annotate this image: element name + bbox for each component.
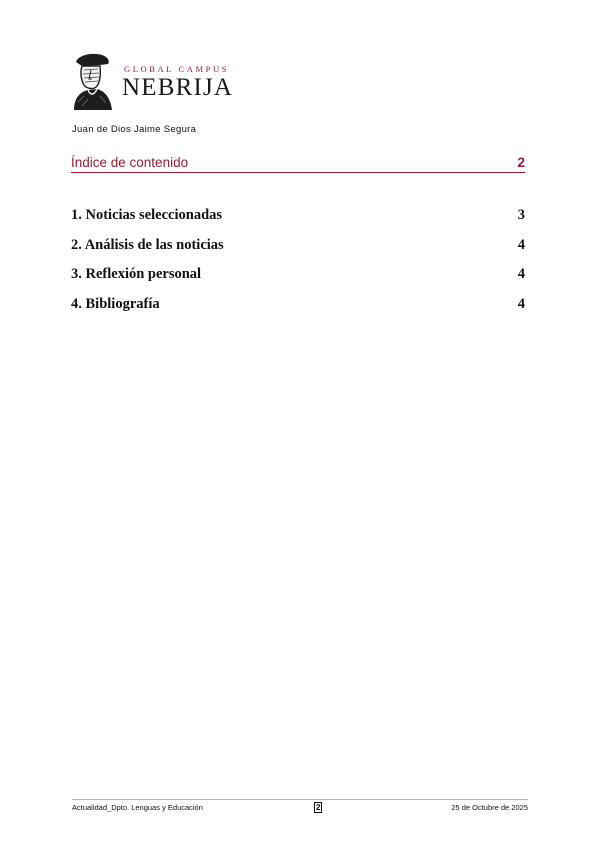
toc-entry-page: 4 [517, 266, 525, 282]
toc-entry-label: 1. Noticias seleccionadas [71, 207, 223, 223]
footer-date: 25 de Octubre de 2025 [451, 803, 528, 812]
toc-entry-analisis[interactable] [71, 237, 525, 267]
logo-global-campus: GLOBAL CAMPUS [124, 64, 230, 74]
toc-entry-page: 4 [517, 295, 525, 312]
nebrija-portrait-logo-icon [70, 52, 116, 110]
toc-entry-page: 3 [517, 207, 525, 223]
toc-heading[interactable] [71, 155, 525, 173]
logo-nebrija: NEBRIJA [122, 74, 234, 101]
toc-heading-title: Índice de contenido [71, 155, 189, 170]
toc-entry-reflexion[interactable] [71, 266, 525, 296]
author-name: Juan de Dios Jaime Segura [72, 124, 197, 135]
toc-entry-label: 2. Análisis de las noticias [71, 236, 224, 253]
page-footer [72, 799, 528, 814]
toc-entry-bibliografia[interactable] [71, 296, 525, 326]
footer-course: Actualidad_Dpto. Lenguas y Educación [72, 803, 203, 812]
toc-entry-label: 4. Bibliografía [71, 295, 160, 312]
toc-entry-label: 3. Reflexión personal [71, 266, 202, 282]
toc-list [71, 207, 525, 325]
toc-entry-noticias[interactable] [71, 207, 525, 237]
toc-entry-page: 4 [517, 236, 525, 253]
footer-page-number: 2 [316, 803, 321, 812]
nebrija-logo [70, 52, 240, 112]
toc-heading-page: 2 [517, 155, 525, 170]
